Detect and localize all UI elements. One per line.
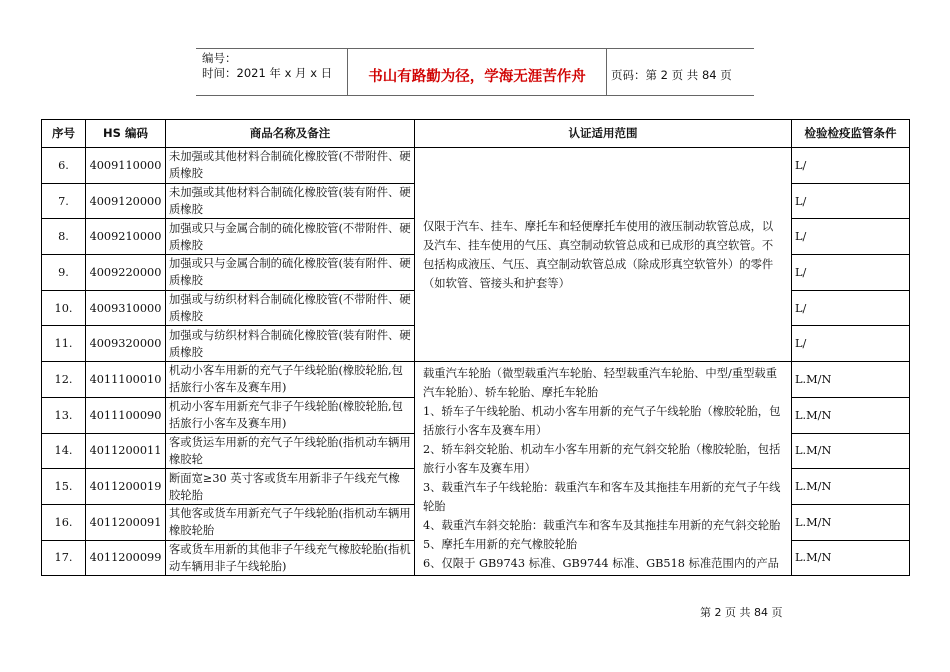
- hs-code: 4011200019: [86, 469, 166, 505]
- inspection-condition: L.M/N: [792, 433, 910, 469]
- product-name: 客或货车用新的其他非子午线充气橡胶轮胎(指机动车辆用非子午线轮胎): [166, 540, 415, 576]
- inspection-condition: L/: [792, 148, 910, 184]
- scope-tire-item: 3、载重汽车子午线轮胎：载重汽车和客车及其拖挂车用新的充气子午线轮胎: [423, 481, 781, 514]
- inspection-condition: L.M/N: [792, 469, 910, 505]
- code-label: 编号：: [202, 51, 237, 65]
- scope-tire: [415, 362, 792, 576]
- inspection-condition: L/: [792, 290, 910, 326]
- hs-code: 4011200011: [86, 433, 166, 469]
- hs-code: 4011200091: [86, 504, 166, 540]
- inspection-condition: L/: [792, 255, 910, 291]
- hs-code: 4009120000: [86, 183, 166, 219]
- inspection-condition: L.M/N: [792, 504, 910, 540]
- hs-code: 4009320000: [86, 326, 166, 362]
- inspection-condition: L/: [792, 219, 910, 255]
- row-number: 16.: [42, 504, 86, 540]
- row-number: 8.: [42, 219, 86, 255]
- product-name: 加强或与纺织材料合制硫化橡胶管(装有附件、硬质橡胶: [166, 326, 415, 362]
- product-name: 客或货运车用新的充气子午线轮胎(指机动车辆用橡胶轮: [166, 433, 415, 469]
- row-number: 13.: [42, 397, 86, 433]
- inspection-condition: L/: [792, 326, 910, 362]
- scope-hose: 仅限于汽车、挂车、摩托车和轻便摩托车使用的液压制动软管总成，以及汽车、挂车使用的气压、真空制动软管总成和已成形的真空软管。不包括构成液压、气压、真空制动软管总成（除成形真空软管外）的零件（如软管、管接头和护套等）: [415, 148, 792, 362]
- header-page-info: 页码：第 2 页 共 84 页: [611, 68, 732, 82]
- header-motto: 书山有路勤为径，学海无涯苦作舟: [368, 68, 586, 85]
- page-footer: 第 2 页 共 84 页: [700, 606, 783, 619]
- col-header-condition: 检验检疫监管条件: [792, 120, 910, 148]
- row-number: 12.: [42, 362, 86, 398]
- inspection-condition: L.M/N: [792, 540, 910, 576]
- product-name: 加强或与纺织材料合制硫化橡胶管(不带附件、硬质橡胶: [166, 290, 415, 326]
- product-name: 未加强或其他材料合制硫化橡胶管(不带附件、硬质橡胶: [166, 148, 415, 184]
- hs-code: 4009310000: [86, 290, 166, 326]
- time-label: 时间：2021 年 x 月 x 日: [202, 66, 333, 80]
- row-number: 15.: [42, 469, 86, 505]
- table-row: [42, 148, 910, 184]
- scope-tire-item: 2、轿车斜交轮胎、机动车小客车用新的充气斜交轮胎（橡胶轮胎，包括旅行小客车及赛车用）: [423, 443, 781, 476]
- row-number: 11.: [42, 326, 86, 362]
- hs-code: 4011100010: [86, 362, 166, 398]
- header-meta: [202, 51, 332, 81]
- row-number: 7.: [42, 183, 86, 219]
- scope-tire-item: 5、摩托车用新的充气橡胶轮胎: [423, 538, 578, 552]
- col-header-no: 序号: [42, 120, 86, 148]
- product-name: 机动小客车用新充气非子午线轮胎(橡胶轮胎,包括旅行小客车及赛车用): [166, 397, 415, 433]
- scope-tire-item: 1、轿车子午线轮胎、机动小客车用新的充气子午线轮胎（橡胶轮胎，包括旅行小客车及赛车用）: [423, 405, 781, 438]
- row-number: 17.: [42, 540, 86, 576]
- product-name: 加强或只与金属合制的硫化橡胶管(不带附件、硬质橡胶: [166, 219, 415, 255]
- table-header-row: [42, 120, 910, 148]
- product-name: 未加强或其他材料合制硫化橡胶管(装有附件、硬质橡胶: [166, 183, 415, 219]
- row-number: 9.: [42, 255, 86, 291]
- product-name: 机动小客车用新的充气子午线轮胎(橡胶轮胎,包括旅行小客车及赛车用): [166, 362, 415, 398]
- product-name: 断面宽≥30 英寸客或货车用新非子午线充气橡胶轮胎: [166, 469, 415, 505]
- scope-tire-item: 4、载重汽车斜交轮胎：载重汽车和客车及其拖挂车用新的充气斜交轮胎: [423, 519, 781, 533]
- inspection-condition: L/: [792, 183, 910, 219]
- inspection-condition: L.M/N: [792, 397, 910, 433]
- row-number: 6.: [42, 148, 86, 184]
- page-header: [196, 48, 754, 96]
- scope-tire-intro: 载重汽车轮胎（微型载重汽车轮胎、轻型载重汽车轮胎、中型/重型载重汽车轮胎）、轿车轮胎、摩托车轮胎: [423, 367, 778, 400]
- product-name: 其他客或货车用新充气子午线轮胎(指机动车辆用橡胶轮胎: [166, 504, 415, 540]
- inspection-condition: L.M/N: [792, 362, 910, 398]
- col-header-scope: 认证适用范围: [415, 120, 792, 148]
- hs-code: 4009210000: [86, 219, 166, 255]
- hs-code: 4009220000: [86, 255, 166, 291]
- hs-code: 4011200099: [86, 540, 166, 576]
- hs-code: 4009110000: [86, 148, 166, 184]
- product-name: 加强或只与金属合制的硫化橡胶管(装有附件、硬质橡胶: [166, 255, 415, 291]
- hs-code: 4011100090: [86, 397, 166, 433]
- catalog-table: [41, 119, 910, 576]
- col-header-name: 商品名称及备注: [166, 120, 415, 148]
- table-row: [42, 362, 910, 398]
- col-header-hs: HS 编码: [86, 120, 166, 148]
- row-number: 14.: [42, 433, 86, 469]
- row-number: 10.: [42, 290, 86, 326]
- scope-tire-item: 6、仅限于 GB9743 标准、GB9744 标准、GB518 标准范围内的产品: [423, 557, 779, 571]
- header-divider: [606, 49, 607, 95]
